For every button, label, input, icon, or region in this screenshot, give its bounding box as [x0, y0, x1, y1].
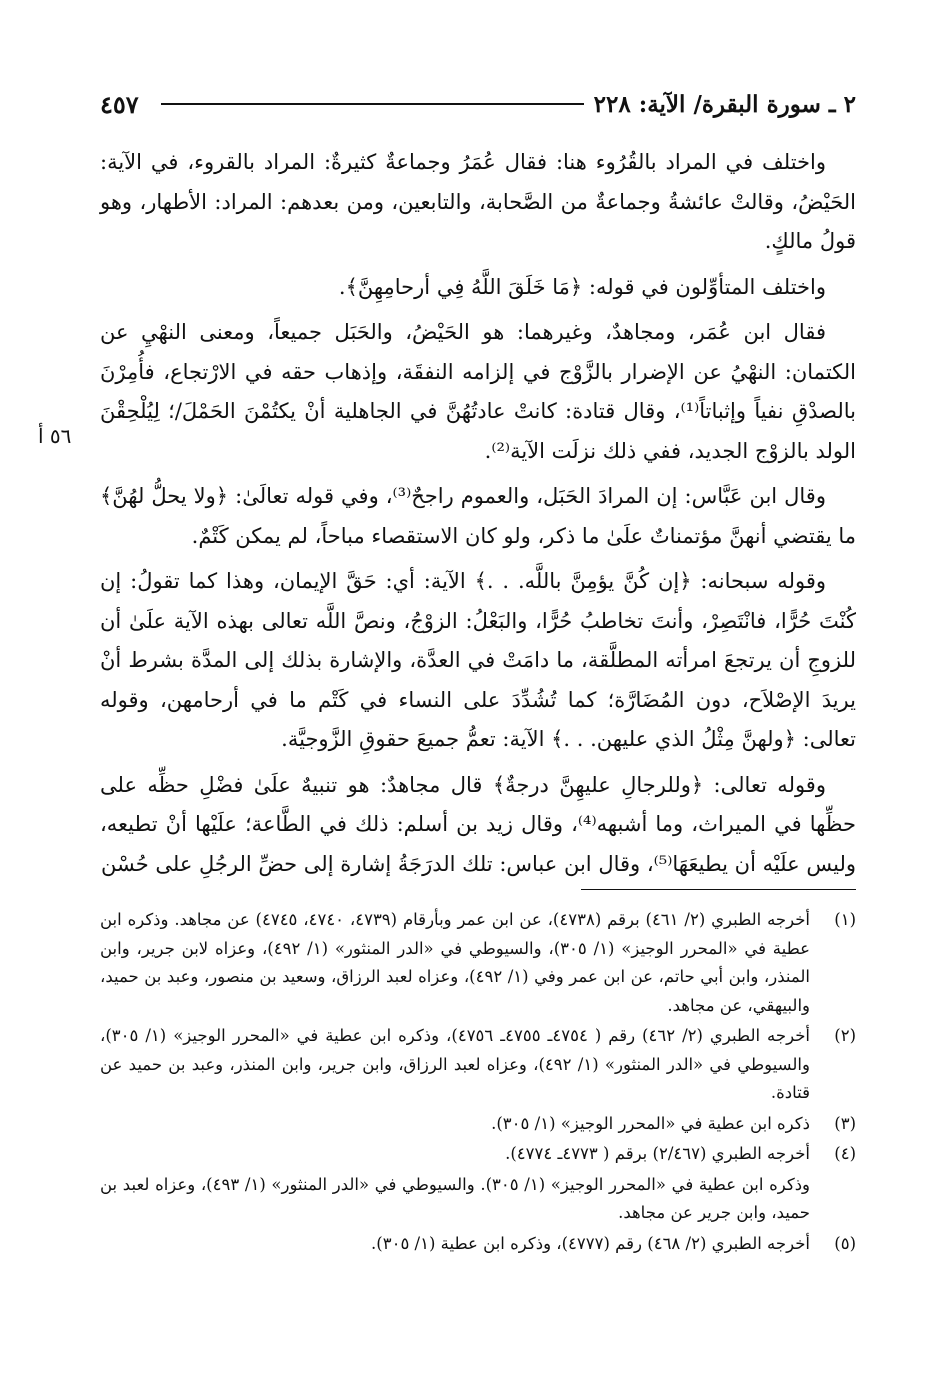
- footnote-number: (٤): [834, 1144, 856, 1163]
- paragraph: فقال ابن عُمَر، ومجاهدٌ، وغيرهما: هو الحَيْضُ، والحَبَل جميعاً، ومعنى النهْيِ عن الكتمان: النهْيُ عن الإضرار بالزَّوْج في إلزامه النفقَة، وإذهاب حقه في الارْتجاع، فأُمِرْنَ بالصدْقِ نفياً وإثباتاً⁽¹⁾، وقال قتادة: كانتْ عادتُهُنَّ في الجاهلية أنْ يكتُمْنَ الحَمْلَ/؛ لِيُلْحِقْنَ الولد بالزوْج الجديد، ففي ذلك نزلَت الآية⁽²⁾.: [100, 320, 857, 463]
- footnote-text: أخرجه الطبري (٢/٤٦٧) برقم ( ٤٧٧٣ـ ٤٧٧٤).: [505, 1144, 810, 1163]
- footnote-number: (٣): [834, 1113, 856, 1133]
- header-rule: [161, 103, 584, 105]
- footnote-text: أخرجه الطبري (٢/ ٤٦٨) رقم (٤٧٧٧)، وذكره ابن عطية (١/ ٣٠٥).: [371, 1233, 810, 1253]
- footnote: [100, 1110, 856, 1139]
- footnote: [100, 1140, 856, 1169]
- paragraph: وقوله سبحانه: ﴿إن كُنَّ يؤمِنَّ باللَّه. . .﴾ الآية: أي: حَقَّ الإيمان، وهذا كما تقولُ: إن كُنْتَ حُرًّا، فانْتَصِرْ، وأنتَ تخاطبُ حُرًّا، والبَعْلُ: الزوْجُ، ونصَّ اللَّه تعالى بهذه الآية علَىٰ أن للزوجِ أن يرتجعَ امرأته المطلَّقة، ما دامَتْ في العدَّة، والإشارة بذلك إلى المدَّة بشرط أنْ يريدَ الإصْلاَح، دون المُضَارَّة؛ كما تُشُدِّدَ على النساء في كَتْم ما في أرحامهن، وقوله تعالى: ﴿ولهنَّ مِثْلُ الذي عليهن. . .﴾ الآية: تعمُّ جميعَ حقوقِ الزَّوجيَّة.: [100, 569, 856, 751]
- main-text: [100, 143, 856, 890]
- footnote-text: وذكره ابن عطية في «المحرر الوجيز» (١/ ٣٠٥). والسيوطي في «الدر المنثور» (١/ ٤٩٣)، وعزاه لعبد بن حميد، وابن جرير عن مجاهد.: [100, 1174, 811, 1222]
- footnote: [100, 1022, 856, 1108]
- footnote-text: أخرجه الطبري (٢/ ٤٦١) برقم (٤٧٣٨)، عن ابن عمر وبأرقام (٤٧٣٩، ٤٧٤٠، ٤٧٤٥) عن مجاهد. وذكره ابن عطية في «المحرر الوجيز» (١/ ٣٠٥)، والسيوطي في «الدر المنثور» (١/ ٤٩٢)، وعزاه لابن جرير، وابن المنذر، وابن أبي حاتم، عن ابن عمر وفي (١/ ٤٩٢)، وعزاه لعبد الرزاق، وسعيد بن منصور، وعبد بن حميد، والبيهقي، عن مجاهد.: [100, 910, 811, 1015]
- running-title: ٢ ـ سورة البقرة/ الآية: ٢٢٨: [593, 90, 856, 118]
- paragraph: واختلف المتأوِّلون في قوله: ﴿مَا خَلَقَ اللَّهُ فِي أرحامِهِنَّ﴾.: [338, 274, 826, 299]
- paragraph: وقال ابن عَبَّاس: إن المرادَ الحَبَل، والعموم راجحٌ⁽³⁾، وفي قوله تعالَىٰ: ﴿ولا يحلُّ لهُنَّ﴾ ما يقتضي أنهنَّ مؤتمناتٌ علَىٰ ما ذكر، ولو كان الاستقصاء مباحاً، لم يمكن كَتْمٌ.: [100, 484, 856, 548]
- running-header: [100, 86, 856, 122]
- paragraph: واختلف في المراد بالقُرُوء هنا: فقال عُمَرُ وجماعةٌ كثيرةٌ: المراد بالقروء، في الآية: الحَيْضُ، وقالتْ عائشةُ وجماعةٌ من الصَّحابة، والتابعين، ومن بعدهم: المراد: الأطهار، وهو قولُ مالكٍ.: [100, 150, 856, 253]
- footnote-text: ذكره ابن عطية في «المحرر الوجيز» (١/ ٣٠٥).: [491, 1113, 810, 1133]
- margin-folio-marker: ٥٦ أ: [38, 424, 72, 448]
- footnote-continuation: [100, 1171, 856, 1228]
- footnote-number: [810, 1171, 856, 1228]
- footnote-number: (٢): [834, 1026, 856, 1045]
- paragraph: وقوله تعالى: ﴿وللرجالِ عليهِنَّ درجةٌ﴾ قال مجاهدٌ: هو تنبيهٌ علَىٰ فضْلِ حظِّه على حظِّها في الميراث، وما أشبهه⁽⁴⁾، وقال زيد بن أسلم: ذلك في الطَّاعة؛ علَيْها أنْ تطيعه، وليس علَيْه أن يطيعَهَا⁽⁵⁾، وقال ابن عباس: تلك الدرَجَةُ إشارة إلى حضِّ الرجُلِ على حُسْن: [100, 772, 856, 876]
- page-number: ٤٥٧: [100, 89, 139, 119]
- footnotes: [100, 906, 856, 1260]
- footnote: [100, 906, 856, 1020]
- footnote-number: (١): [834, 910, 856, 929]
- footnote-separator: [581, 889, 856, 890]
- footnote: [100, 1230, 856, 1259]
- footnote-text: أخرجه الطبري (٢/ ٤٦٢) رقم ( ٤٧٥٤ـ ٤٧٥٥ـ ٤٧٥٦)، وذكره ابن عطية في «المحرر الوجيز» (١/ ٣٠٥)، والسيوطي في «الدر المنثور» (١/ ٤٩٢)، وعزاه لعبد الرزاق، وابن جرير، وابن المنذر، وعبد بن حميد عن قتادة.: [100, 1026, 810, 1102]
- footnote-number: (٥): [834, 1233, 856, 1253]
